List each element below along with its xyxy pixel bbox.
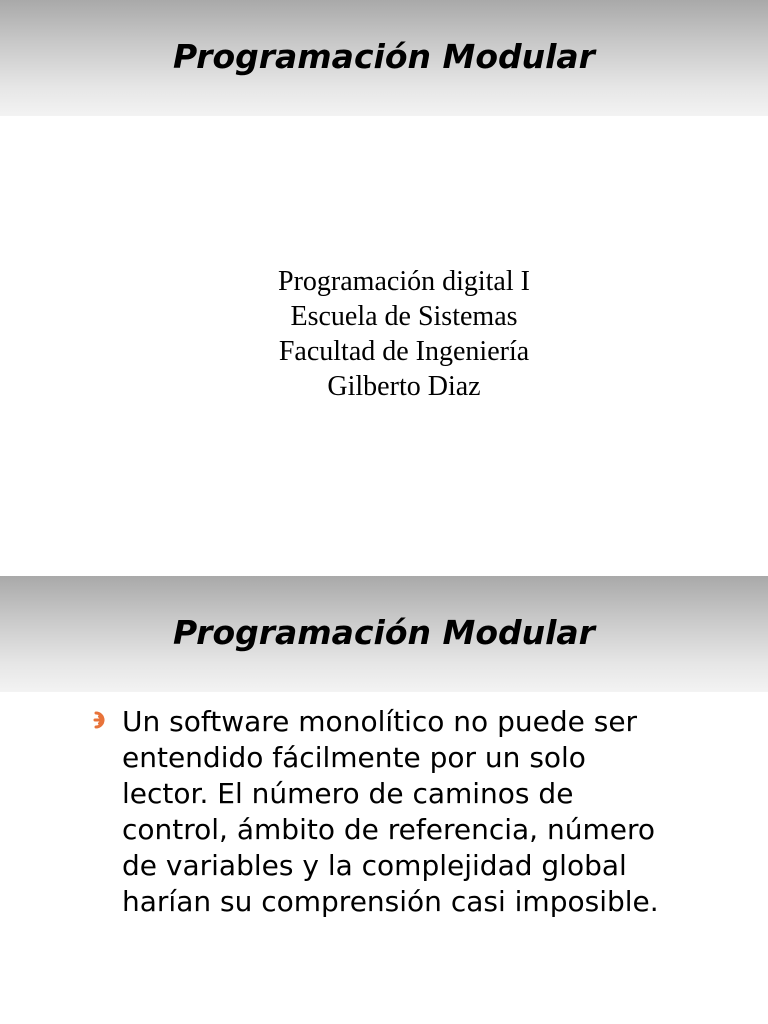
- slide-title: Programación Modular: [173, 37, 595, 76]
- curved-arrow-bullet-icon: [90, 709, 112, 731]
- bullet-line: lector. El número de caminos de: [122, 777, 574, 810]
- course-name: Programación digital I: [278, 266, 530, 297]
- bullet-line: harían su comprensión casi imposible.: [122, 885, 659, 918]
- school-name: Escuela de Sistemas: [290, 301, 518, 332]
- bullet-text: [122, 704, 732, 920]
- author-name: Gilberto Diaz: [327, 371, 481, 402]
- bullet-line: control, ámbito de referencia, número: [122, 813, 655, 846]
- slide-2: [0, 576, 768, 1024]
- bullet-line: Un software monolítico no puede ser: [122, 705, 638, 738]
- bullet-line: entendido fácilmente por un solo: [122, 741, 586, 774]
- slide-title: Programación Modular: [173, 613, 595, 652]
- subtitle-block: [0, 264, 768, 404]
- faculty-name: Facultad de Ingeniería: [278, 336, 530, 367]
- bullet-line: de variables y la complejidad global: [122, 849, 627, 882]
